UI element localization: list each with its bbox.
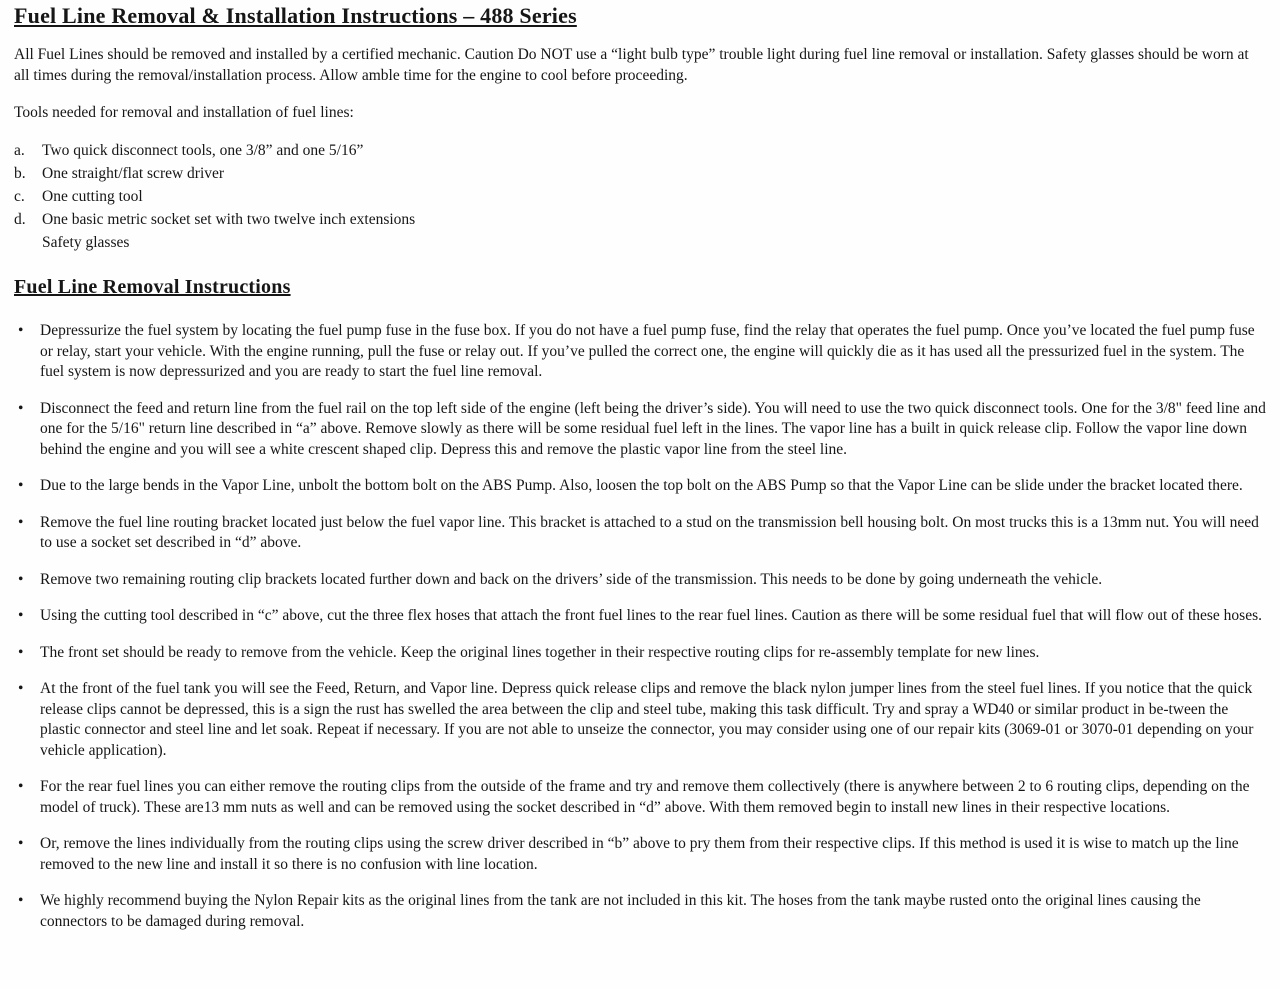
step-item: [14, 570, 1266, 591]
step-text: We highly recommend buying the Nylon Repair kits as the original lines from the tank are not included in this kit. The hoses from the tank maybe rusted onto the original lines causing the connectors to be damaged during removal.: [40, 892, 1201, 930]
step-item: [14, 399, 1266, 461]
tool-item: [14, 210, 1266, 231]
step-text: Using the cutting tool described in “c” above, cut the three flex hoses that attach the front fuel lines to the rear fuel lines. Caution as there will be some residual fuel that will flow out of these hoses.: [40, 607, 1262, 624]
document-title: Fuel Line Removal & Installation Instructions – 488 Series: [14, 3, 577, 28]
tool-item: [14, 233, 1266, 254]
step-text: Or, remove the lines individually from the routing clips using the screw driver described in “b” above to pry them from their respective clips. If this method is used it is wise to match up the line removed to the new line and install it so there is no confusion with line location.: [40, 835, 1239, 873]
tool-item: [14, 187, 1266, 208]
tool-text: Two quick disconnect tools, one 3/8” and one 5/16”: [42, 141, 364, 159]
step-item: [14, 834, 1266, 875]
tool-item: [14, 141, 1266, 162]
section-heading: Fuel Line Removal Instructions: [14, 276, 291, 298]
step-text: For the rear fuel lines you can either remove the routing clips from the outside of the frame and try and remove them collectively (there is anywhere between 2 to 6 routing clips, depending on the model of truck). These are13 mm nuts as well and can be removed using the socket described in “d” above. With them removed begin to install new lines in their respective locations.: [40, 778, 1250, 816]
step-text: At the front of the fuel tank you will see the Feed, Return, and Vapor line. Depress quick release clips and remove the black nylon jumper lines from the steel fuel lines. If you notice that the quick release clips cannot be depressed, this is a sign the rust has swelled the area between the clip and steel tube, making this task difficult. Try and spray a WD40 or similar product in be-tween the plastic connector and steel line and let soak. Repeat if necessary. If you are not able to unseize the connector, you may consider using one of our repair kits (3069-01 or 3070-01 depending on your vehicle application).: [40, 680, 1254, 759]
tools-list: [14, 141, 1266, 254]
step-item: [14, 476, 1266, 497]
tool-marker: d.: [14, 210, 26, 228]
tool-marker: b.: [14, 164, 26, 182]
step-text: Remove two remaining routing clip brackets located further down and back on the drivers’ side of the transmission. This needs to be done by going underneath the vehicle.: [40, 570, 1103, 588]
step-text: Remove the fuel line routing bracket located just below the fuel vapor line. This bracket is attached to a stud on the transmission bell housing bolt. On most trucks this is a 13mm nut. You will need to use a socket set described in “d” above.: [40, 513, 1259, 551]
step-text: Due to the large bends in the Vapor Line, unbolt the bottom bolt on the ABS Pump. Also, loosen the top bolt on the ABS Pump so that the Vapor Line can be slide under the bracket located there.: [40, 477, 1243, 494]
tool-text: One cutting tool: [42, 187, 143, 205]
step-item: [14, 679, 1266, 761]
step-item: [14, 606, 1266, 627]
tool-text: Safety glasses: [42, 233, 130, 251]
tool-marker: a.: [14, 141, 25, 159]
tool-text: One basic metric socket set with two twelve inch extensions: [42, 210, 416, 228]
step-text: Depressurize the fuel system by locating the fuel pump fuse in the fuse box. If you do not have a fuel pump fuse, find the relay that operates the fuel pump. Once you’ve located the fuel pump fuse or relay, start your vehicle. With the engine running, pull the fuse or relay out. If you’ve pulled the correct one, the engine will quickly die as it has used all the pressurized fuel in the system. The fuel system is now depressurized and you are ready to start the fuel line removal.: [40, 322, 1255, 380]
tools-heading: Tools needed for removal and installation of fuel lines:: [14, 104, 354, 121]
step-item: [14, 513, 1266, 554]
tool-text: One straight/flat screw driver: [42, 164, 225, 182]
step-item: [14, 643, 1266, 664]
step-item: [14, 777, 1266, 818]
tool-item: [14, 164, 1266, 185]
intro-paragraph: All Fuel Lines should be removed and installed by a certified mechanic. Caution Do NOT use a “light bulb type” trouble light during fuel line removal or installation. Safety glasses should be worn at all times during the removal/installation process. Allow amble time for the engine to cool before proceeding.: [14, 46, 1249, 84]
steps-list: [14, 321, 1266, 932]
step-text: The front set should be ready to remove from the vehicle. Keep the original lines together in their respective routing clips for re-assembly template for new lines.: [40, 643, 1040, 661]
step-item: [14, 891, 1266, 932]
tool-marker: [14, 233, 42, 254]
step-text: Disconnect the feed and return line from the fuel rail on the top left side of the engine (left being the driver’s side). You will need to use the two quick disconnect tools. One for the 3/8" feed line and one for the 5/16" return line described in “a” above. Remove slowly as there will be some residual fuel left in the lines. The vapor line has a built in quick release clip. Follow the vapor line down behind the engine and you will see a white crescent shaped clip. Depress this and remove the plastic vapor line from the steel line.: [40, 399, 1266, 458]
tool-marker: c.: [14, 187, 25, 205]
step-item: [14, 321, 1266, 383]
